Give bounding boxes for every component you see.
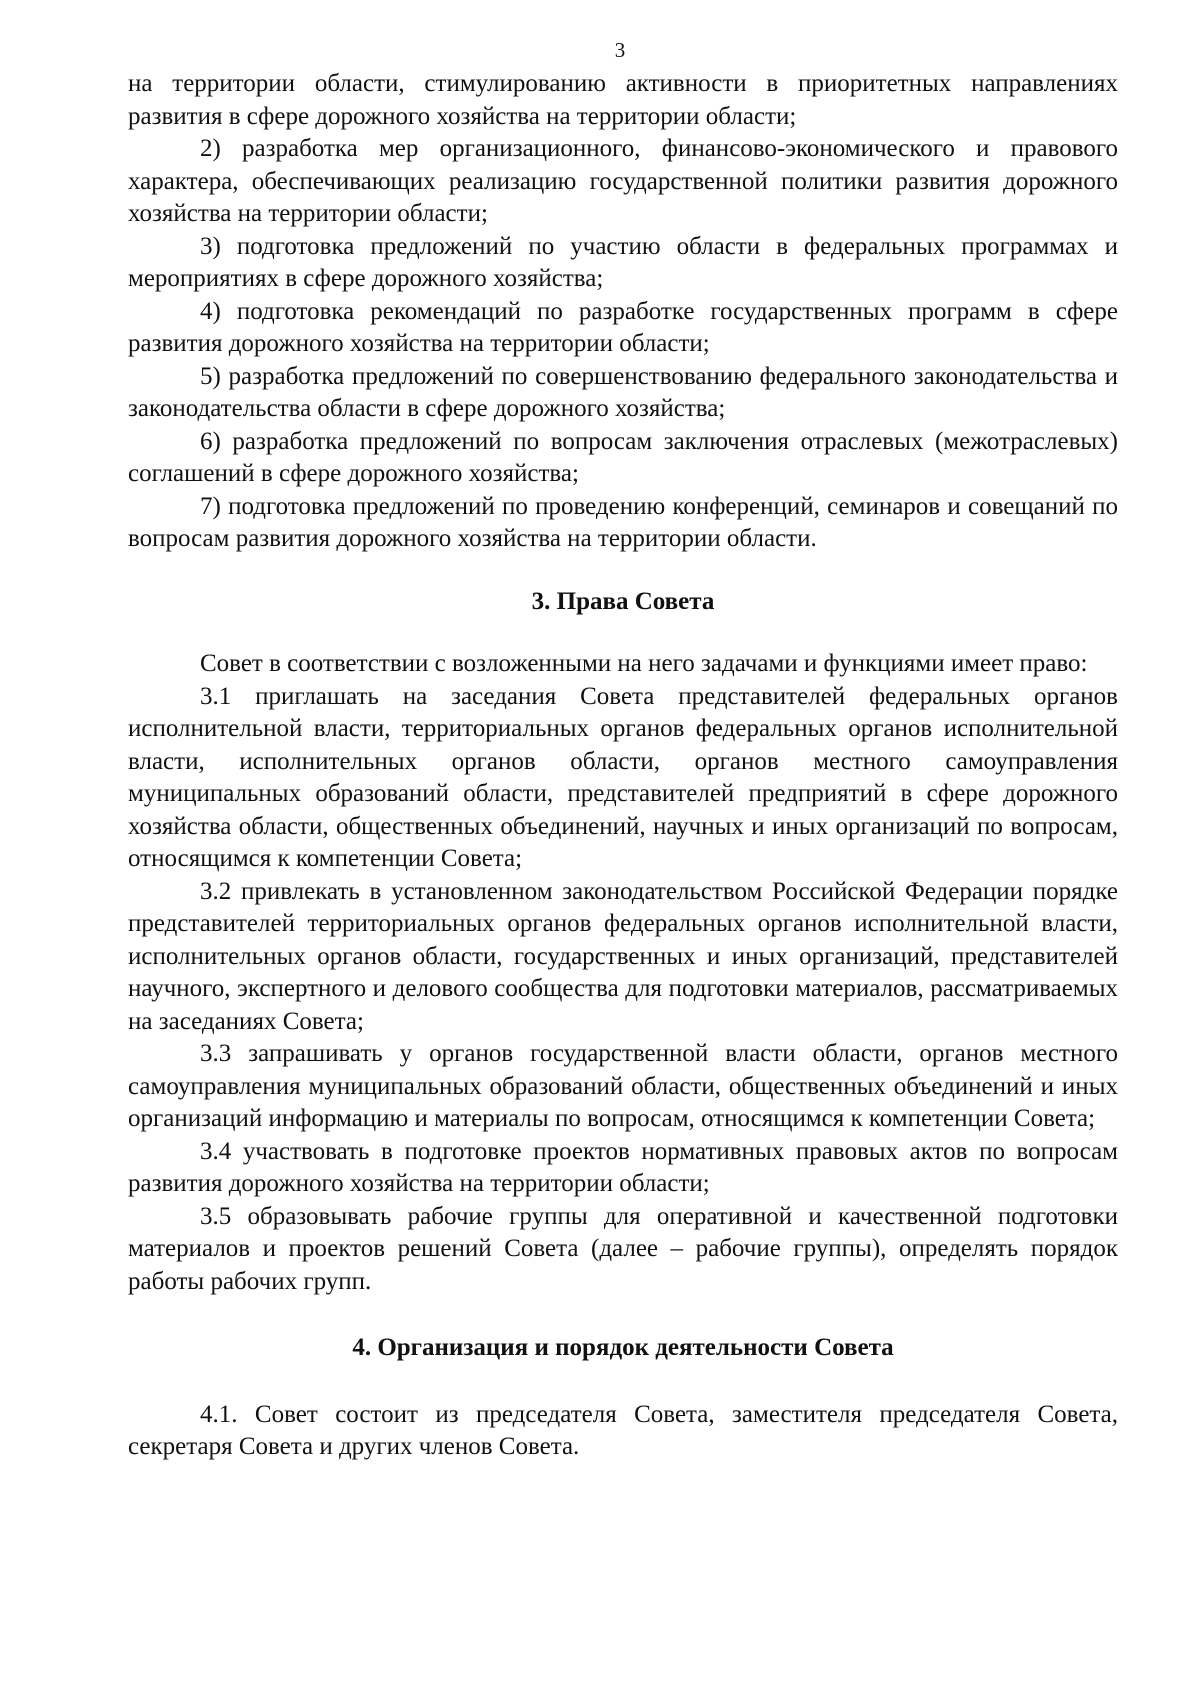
rights-lead-paragraph: Совет в соответствии с возложенными на него задачами и функциями имеет право: bbox=[200, 650, 1088, 677]
section-heading-organization: 4. Организация и порядок деятельности Совета bbox=[352, 1334, 894, 1361]
paragraph-intro-continuation: на территории области, стимулированию активности в приоритетных направлениях развития в сфере дорожного хозяйства на территории области; bbox=[128, 70, 1118, 130]
function-item-4: 4) подготовка рекомендаций по разработке государственных программ в сфере развития дорожного хозяйства на территории области; bbox=[128, 297, 1118, 357]
rights-item-3-1: 3.1 приглашать на заседания Совета представителей федеральных органов исполнительной власти, территориальных органов федеральных органов исполнительной власти, исполнительных органов области, органов местного самоуправления муниципальных образований области, представителей предприятий в сфере дорожного хозяйства области, общественных объединений, научных и иных организаций по вопросам, относящимся к компетенции Совета; bbox=[128, 682, 1118, 872]
function-item-6: 6) разработка предложений по вопросам заключения отраслевых (межотраслевых) соглашений в сфере дорожного хозяйства; bbox=[128, 427, 1118, 487]
function-item-2: 2) разработка мер организационного, финансово-экономического и правового характера, обеспечивающих реализацию государственной политики развития дорожного хозяйства на территории области; bbox=[128, 135, 1118, 227]
function-item-3: 3) подготовка предложений по участию области в федеральных программах и мероприятиях в сфере дорожного хозяйства; bbox=[128, 232, 1118, 292]
function-item-5: 5) разработка предложений по совершенствованию федерального законодательства и законодательства области в сфере дорожного хозяйства; bbox=[128, 362, 1118, 422]
page-number: 3 bbox=[614, 38, 626, 62]
section-heading-rights: 3. Права Совета bbox=[531, 587, 715, 615]
rights-item-3-3: 3.3 запрашивать у органов государственной власти области, органов местного самоуправления муниципальных образований области, общественных объединений и иных организаций информацию и материалы по вопросам, относящимся к компетенции Совета; bbox=[128, 1040, 1118, 1132]
document-body bbox=[128, 68, 1118, 1464]
function-item-7: 7) подготовка предложений по проведению конференций, семинаров и совещаний по вопросам развития дорожного хозяйства на территории области. bbox=[128, 492, 1118, 552]
rights-item-3-5: 3.5 образовывать рабочие группы для оперативной и качественной подготовки материалов и проектов решений Совета (далее – рабочие группы), определять порядок работы рабочих групп. bbox=[128, 1202, 1118, 1295]
organization-item-4-1: 4.1. Совет состоит из председателя Совета, заместителя председателя Совета, секретаря Совета и других членов Совета. bbox=[128, 1400, 1118, 1460]
rights-item-3-4: 3.4 участвовать в подготовке проектов нормативных правовых актов по вопросам развития дорожного хозяйства на территории области; bbox=[128, 1137, 1118, 1197]
rights-item-3-2: 3.2 привлекать в установленном законодательством Российской Федерации порядке представителей территориальных органов федеральных органов исполнительной власти, исполнительных органов области, государственных и иных организаций, представителей научного, экспертного и делового сообщества для подготовки материалов, рассматриваемых на заседаниях Совета; bbox=[128, 877, 1118, 1035]
